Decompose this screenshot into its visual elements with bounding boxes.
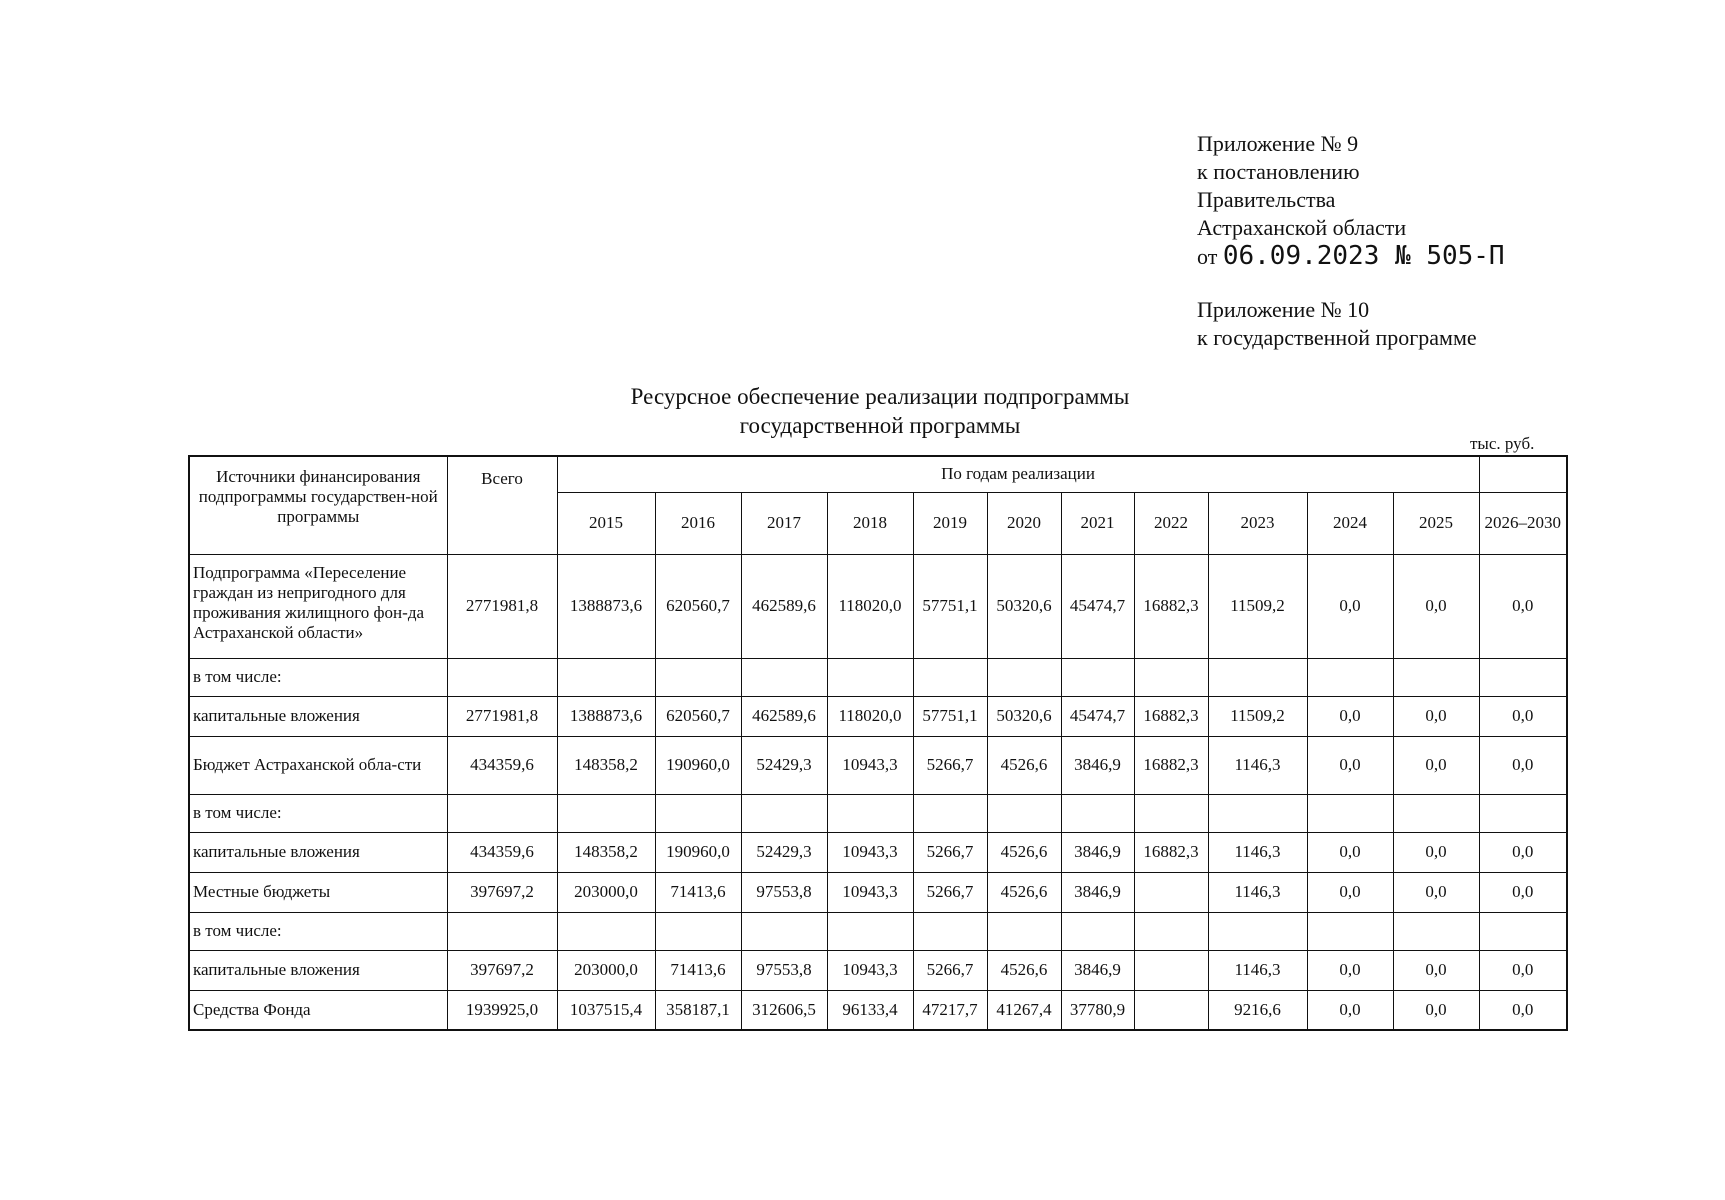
table-body xyxy=(189,554,1567,1030)
header-total: Всего xyxy=(447,456,557,554)
year-value-cell: 16882,3 xyxy=(1134,736,1208,794)
year-value-cell: 118020,0 xyxy=(827,696,913,736)
row-total xyxy=(447,794,557,832)
year-value-cell: 0,0 xyxy=(1479,736,1567,794)
row-label: Подпрограмма «Переселение граждан из непригодного для проживания жилищного фон-да Астраханской области» xyxy=(189,554,447,658)
year-value-cell xyxy=(1061,658,1134,696)
year-value-cell xyxy=(1479,912,1567,950)
year-value-cell: 1388873,6 xyxy=(557,554,655,658)
year-value-cell: 462589,6 xyxy=(741,696,827,736)
row-total: 434359,6 xyxy=(447,736,557,794)
year-value-cell: 4526,6 xyxy=(987,950,1061,990)
year-value-cell: 0,0 xyxy=(1479,950,1567,990)
header-source: Источники финансирования подпрограммы государствен-ной программы xyxy=(189,456,447,554)
row-total xyxy=(447,912,557,950)
year-value-cell: 0,0 xyxy=(1479,872,1567,912)
table-row xyxy=(189,794,1567,832)
row-label: капитальные вложения xyxy=(189,950,447,990)
year-value-cell xyxy=(827,658,913,696)
year-value-cell xyxy=(655,658,741,696)
year-value-cell: 620560,7 xyxy=(655,554,741,658)
document-title xyxy=(500,382,1260,440)
year-value-cell xyxy=(913,912,987,950)
year-value-cell: 0,0 xyxy=(1307,872,1393,912)
header-year: 2025 xyxy=(1393,492,1479,554)
year-value-cell: 37780,9 xyxy=(1061,990,1134,1030)
header-empty-cell xyxy=(1479,456,1567,492)
row-total: 397697,2 xyxy=(447,872,557,912)
table-row xyxy=(189,950,1567,990)
row-label: в том числе: xyxy=(189,658,447,696)
year-value-cell xyxy=(1061,912,1134,950)
year-value-cell xyxy=(557,794,655,832)
row-total: 2771981,8 xyxy=(447,696,557,736)
header-year: 2021 xyxy=(1061,492,1134,554)
year-value-cell: 0,0 xyxy=(1307,696,1393,736)
year-value-cell: 0,0 xyxy=(1307,832,1393,872)
table-row xyxy=(189,832,1567,872)
year-value-cell xyxy=(827,794,913,832)
year-value-cell xyxy=(557,912,655,950)
row-label: Средства Фонда xyxy=(189,990,447,1030)
year-value-cell: 16882,3 xyxy=(1134,554,1208,658)
year-value-cell: 57751,1 xyxy=(913,554,987,658)
row-total xyxy=(447,658,557,696)
year-value-cell: 97553,8 xyxy=(741,872,827,912)
header-year: 2024 xyxy=(1307,492,1393,554)
year-value-cell: 4526,6 xyxy=(987,832,1061,872)
row-label: в том числе: xyxy=(189,794,447,832)
year-value-cell: 52429,3 xyxy=(741,832,827,872)
year-value-cell xyxy=(1134,912,1208,950)
row-total: 434359,6 xyxy=(447,832,557,872)
header-year: 2026–2030 xyxy=(1479,492,1567,554)
table-row xyxy=(189,912,1567,950)
year-value-cell: 5266,7 xyxy=(913,872,987,912)
year-value-cell xyxy=(1134,794,1208,832)
year-value-cell: 358187,1 xyxy=(655,990,741,1030)
row-label: Местные бюджеты xyxy=(189,872,447,912)
year-value-cell: 5266,7 xyxy=(913,832,987,872)
year-value-cell: 4526,6 xyxy=(987,872,1061,912)
row-label: в том числе: xyxy=(189,912,447,950)
year-value-cell: 148358,2 xyxy=(557,736,655,794)
row-label: капитальные вложения xyxy=(189,696,447,736)
appendix-10-block xyxy=(1197,296,1477,352)
year-value-cell: 1146,3 xyxy=(1208,832,1307,872)
header-year: 2019 xyxy=(913,492,987,554)
year-value-cell: 0,0 xyxy=(1393,832,1479,872)
year-value-cell xyxy=(741,794,827,832)
year-value-cell: 3846,9 xyxy=(1061,832,1134,872)
year-value-cell: 0,0 xyxy=(1307,990,1393,1030)
year-value-cell xyxy=(741,912,827,950)
year-value-cell xyxy=(987,912,1061,950)
appendix-10-line: Приложение № 10 xyxy=(1197,297,1370,322)
year-value-cell: 11509,2 xyxy=(1208,696,1307,736)
year-value-cell: 1146,3 xyxy=(1208,872,1307,912)
year-value-cell xyxy=(1393,658,1479,696)
year-value-cell: 148358,2 xyxy=(557,832,655,872)
header-by-years: По годам реализации xyxy=(557,456,1479,492)
header-year: 2020 xyxy=(987,492,1061,554)
year-value-cell xyxy=(1208,912,1307,950)
year-value-cell xyxy=(1208,794,1307,832)
year-value-cell: 0,0 xyxy=(1307,736,1393,794)
year-value-cell: 52429,3 xyxy=(741,736,827,794)
appendix-9-line: Приложение № 9 xyxy=(1197,131,1359,156)
year-value-cell: 5266,7 xyxy=(913,736,987,794)
year-value-cell: 203000,0 xyxy=(557,872,655,912)
year-value-cell xyxy=(1061,794,1134,832)
year-value-cell: 45474,7 xyxy=(1061,696,1134,736)
year-value-cell: 0,0 xyxy=(1307,950,1393,990)
row-label: Бюджет Астраханской обла-сти xyxy=(189,736,447,794)
year-value-cell: 312606,5 xyxy=(741,990,827,1030)
year-value-cell xyxy=(1134,950,1208,990)
header-year: 2017 xyxy=(741,492,827,554)
header-year: 2022 xyxy=(1134,492,1208,554)
year-value-cell: 50320,6 xyxy=(987,696,1061,736)
resolution-date-number: 06.09.2023 № 505-П xyxy=(1222,241,1505,271)
year-value-cell: 41267,4 xyxy=(987,990,1061,1030)
appendix-10-line: к государственной программе xyxy=(1197,325,1477,350)
year-value-cell: 0,0 xyxy=(1393,736,1479,794)
year-value-cell: 5266,7 xyxy=(913,950,987,990)
table-row xyxy=(189,554,1567,658)
year-value-cell xyxy=(1134,872,1208,912)
year-value-cell: 118020,0 xyxy=(827,554,913,658)
year-value-cell: 16882,3 xyxy=(1134,832,1208,872)
year-value-cell xyxy=(655,912,741,950)
year-value-cell: 9216,6 xyxy=(1208,990,1307,1030)
appendix-9-line: Астраханской области xyxy=(1197,215,1407,240)
table-row xyxy=(189,696,1567,736)
year-value-cell: 0,0 xyxy=(1479,832,1567,872)
year-value-cell: 10943,3 xyxy=(827,950,913,990)
year-value-cell xyxy=(1479,794,1567,832)
year-value-cell: 620560,7 xyxy=(655,696,741,736)
year-value-cell: 1388873,6 xyxy=(557,696,655,736)
year-value-cell: 57751,1 xyxy=(913,696,987,736)
table-row xyxy=(189,990,1567,1030)
table-row xyxy=(189,872,1567,912)
year-value-cell xyxy=(913,794,987,832)
year-value-cell: 0,0 xyxy=(1393,950,1479,990)
year-value-cell: 462589,6 xyxy=(741,554,827,658)
year-value-cell: 47217,7 xyxy=(913,990,987,1030)
year-value-cell: 0,0 xyxy=(1393,554,1479,658)
year-value-cell: 16882,3 xyxy=(1134,696,1208,736)
year-value-cell: 71413,6 xyxy=(655,872,741,912)
year-value-cell: 0,0 xyxy=(1479,990,1567,1030)
year-value-cell: 10943,3 xyxy=(827,736,913,794)
year-value-cell xyxy=(1307,658,1393,696)
appendix-9-line: к постановлению xyxy=(1197,159,1360,184)
year-value-cell xyxy=(827,912,913,950)
year-value-cell xyxy=(1393,912,1479,950)
year-value-cell: 190960,0 xyxy=(655,736,741,794)
year-value-cell: 0,0 xyxy=(1479,696,1567,736)
resource-table xyxy=(188,455,1568,1031)
year-value-cell: 71413,6 xyxy=(655,950,741,990)
row-total: 2771981,8 xyxy=(447,554,557,658)
year-value-cell: 0,0 xyxy=(1393,990,1479,1030)
row-total: 397697,2 xyxy=(447,950,557,990)
year-value-cell: 3846,9 xyxy=(1061,736,1134,794)
year-value-cell: 203000,0 xyxy=(557,950,655,990)
row-label: капитальные вложения xyxy=(189,832,447,872)
year-value-cell: 0,0 xyxy=(1479,554,1567,658)
year-value-cell: 11509,2 xyxy=(1208,554,1307,658)
header-year: 2018 xyxy=(827,492,913,554)
year-value-cell xyxy=(655,794,741,832)
year-value-cell: 0,0 xyxy=(1393,696,1479,736)
table-row xyxy=(189,736,1567,794)
year-value-cell: 10943,3 xyxy=(827,832,913,872)
year-value-cell xyxy=(1307,912,1393,950)
appendix-9-line: Правительства xyxy=(1197,187,1336,212)
year-value-cell: 190960,0 xyxy=(655,832,741,872)
header-year: 2016 xyxy=(655,492,741,554)
year-value-cell xyxy=(987,658,1061,696)
date-prefix: от xyxy=(1197,244,1218,269)
year-value-cell xyxy=(1307,794,1393,832)
year-value-cell xyxy=(987,794,1061,832)
appendix-9-block xyxy=(1197,130,1505,271)
row-total: 1939925,0 xyxy=(447,990,557,1030)
year-value-cell: 3846,9 xyxy=(1061,950,1134,990)
year-value-cell: 96133,4 xyxy=(827,990,913,1030)
year-value-cell: 45474,7 xyxy=(1061,554,1134,658)
header-year: 2015 xyxy=(557,492,655,554)
title-line-1: Ресурсное обеспечение реализации подпрограммы xyxy=(630,384,1130,409)
year-value-cell: 4526,6 xyxy=(987,736,1061,794)
year-value-cell: 1037515,4 xyxy=(557,990,655,1030)
table-row xyxy=(189,658,1567,696)
title-line-2: государственной программы xyxy=(739,413,1021,438)
year-value-cell: 50320,6 xyxy=(987,554,1061,658)
year-value-cell: 10943,3 xyxy=(827,872,913,912)
year-value-cell xyxy=(1393,794,1479,832)
year-value-cell xyxy=(557,658,655,696)
year-value-cell: 1146,3 xyxy=(1208,950,1307,990)
header-year: 2023 xyxy=(1208,492,1307,554)
year-value-cell xyxy=(1479,658,1567,696)
year-value-cell: 1146,3 xyxy=(1208,736,1307,794)
year-value-cell: 0,0 xyxy=(1307,554,1393,658)
year-value-cell xyxy=(1134,990,1208,1030)
year-value-cell: 3846,9 xyxy=(1061,872,1134,912)
year-value-cell: 0,0 xyxy=(1393,872,1479,912)
appendix-9-date-line xyxy=(1197,242,1505,271)
units-label: тыс. руб. xyxy=(1470,434,1535,453)
year-value-cell xyxy=(741,658,827,696)
year-value-cell xyxy=(1134,658,1208,696)
year-value-cell xyxy=(1208,658,1307,696)
table-header xyxy=(189,456,1567,554)
year-value-cell: 97553,8 xyxy=(741,950,827,990)
year-value-cell xyxy=(913,658,987,696)
